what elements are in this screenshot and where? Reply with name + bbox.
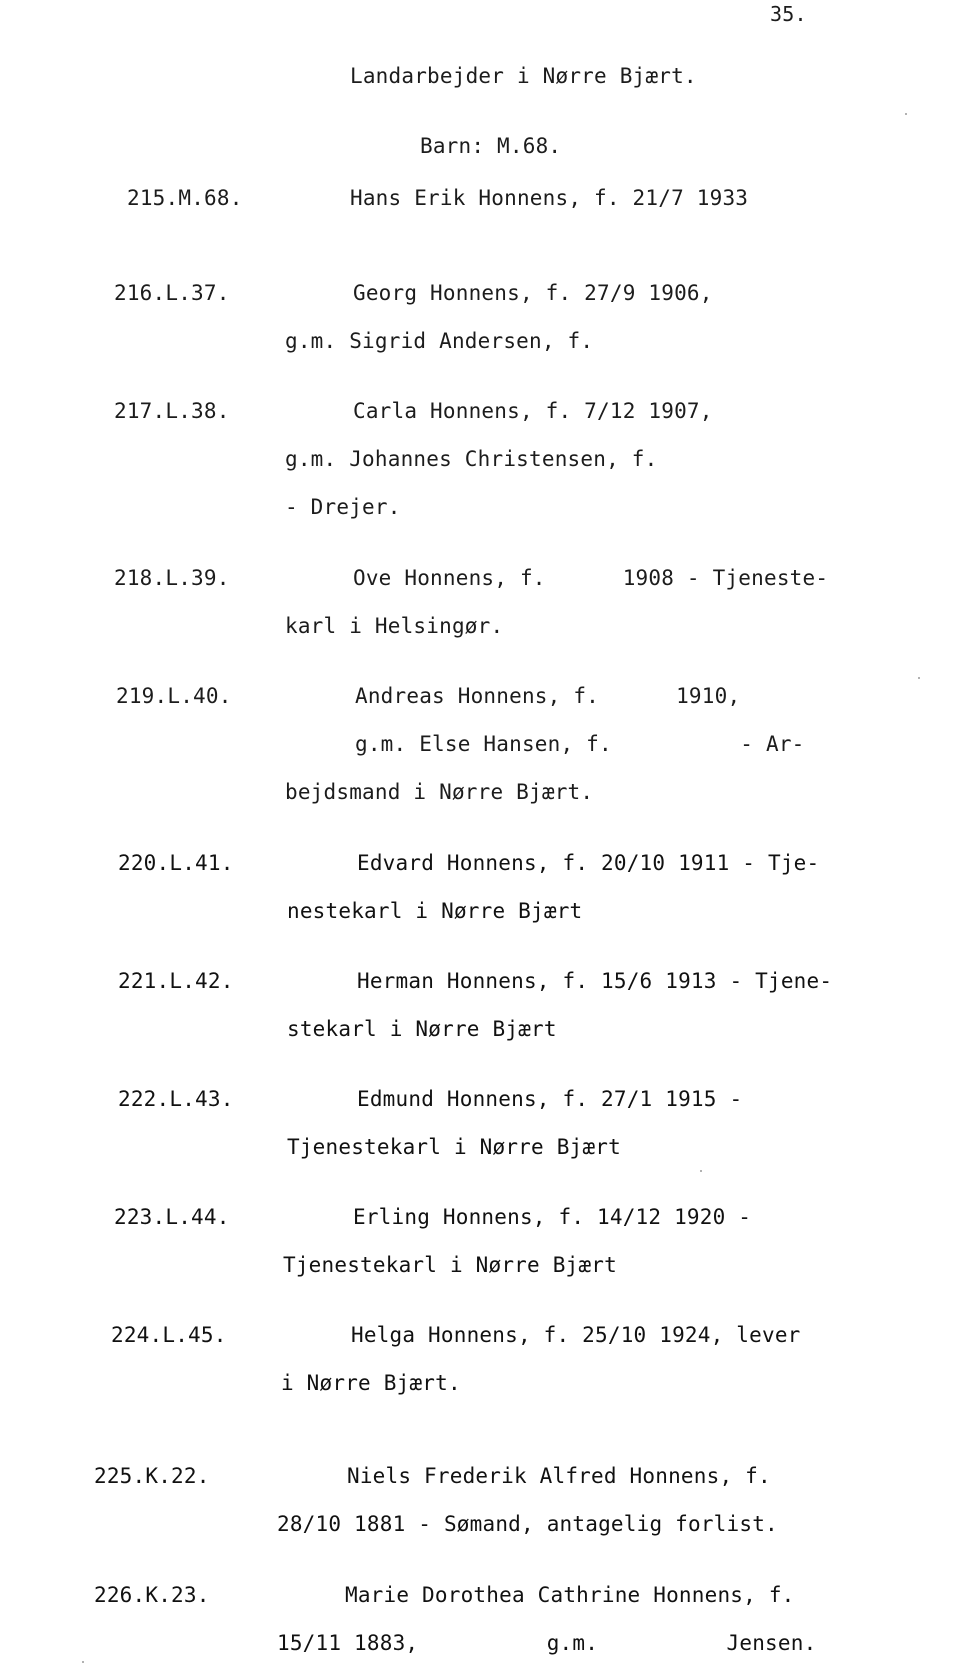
entry-line: Herman Honnens, f. 15/6 1913 - Tjene- (357, 969, 833, 993)
entry-line: Tjenestekarl i Nørre Bjært (287, 1135, 621, 1159)
entry-line: Helga Honnens, f. 25/10 1924, lever (351, 1323, 801, 1347)
scan-speck (918, 677, 920, 679)
scan-speck (82, 1661, 84, 1663)
entry-line: Marie Dorothea Cathrine Honnens, f. (345, 1583, 795, 1607)
entry-line: bejdsmand i Nørre Bjært. (285, 780, 594, 804)
entry-id: 226.K.23. (94, 1583, 210, 1607)
entry-line: nestekarl i Nørre Bjært (287, 899, 583, 923)
entry-line: Niels Frederik Alfred Honnens, f. (347, 1464, 771, 1488)
entry-id: 223.L.44. (114, 1205, 230, 1229)
entry-line: g.m. Sigrid Andersen, f. (285, 329, 594, 353)
page-subtitle: Barn: M.68. (420, 134, 562, 158)
entry-id: 221.L.42. (118, 969, 234, 993)
entry-id: 225.K.22. (94, 1464, 210, 1488)
entry-line: Erling Honnens, f. 14/12 1920 - (353, 1205, 752, 1229)
entry-line: 15/11 1883, g.m. Jensen. (277, 1631, 817, 1655)
entry-id: 216.L.37. (114, 281, 230, 305)
entry-id: 215.M.68. (127, 186, 243, 210)
entry-id: 220.L.41. (118, 851, 234, 875)
entry-line: karl i Helsingør. (285, 614, 504, 638)
entry-line: - Drejer. (285, 495, 401, 519)
entry-line: Carla Honnens, f. 7/12 1907, (353, 399, 713, 423)
entry-id: 222.L.43. (118, 1087, 234, 1111)
entry-line: stekarl i Nørre Bjært (287, 1017, 557, 1041)
entry-line: Tjenestekarl i Nørre Bjært (283, 1253, 617, 1277)
scan-speck (905, 113, 907, 115)
entry-id: 219.L.40. (116, 684, 232, 708)
page-title: Landarbejder i Nørre Bjært. (350, 64, 697, 88)
entry-line: i Nørre Bjært. (281, 1371, 461, 1395)
page-number: 35. (770, 2, 807, 26)
entry-line: Edvard Honnens, f. 20/10 1911 - Tje- (357, 851, 820, 875)
entry-id: 224.L.45. (111, 1323, 227, 1347)
entry-line: Edmund Honnens, f. 27/1 1915 - (357, 1087, 743, 1111)
entry-line: Ove Honnens, f. 1908 - Tjeneste- (353, 566, 829, 590)
entry-id: 217.L.38. (114, 399, 230, 423)
entry-line: Georg Honnens, f. 27/9 1906, (353, 281, 713, 305)
entry-id: 218.L.39. (114, 566, 230, 590)
entry-line: Andreas Honnens, f. 1910, (355, 684, 741, 708)
scan-speck (700, 1170, 702, 1172)
entry-line: g.m. Johannes Christensen, f. (285, 447, 658, 471)
entry-line: Hans Erik Honnens, f. 21/7 1933 (350, 186, 749, 210)
entry-line: 28/10 1881 - Sømand, antagelig forlist. (277, 1512, 778, 1536)
entry-line: g.m. Else Hansen, f. - Ar- (355, 732, 805, 756)
